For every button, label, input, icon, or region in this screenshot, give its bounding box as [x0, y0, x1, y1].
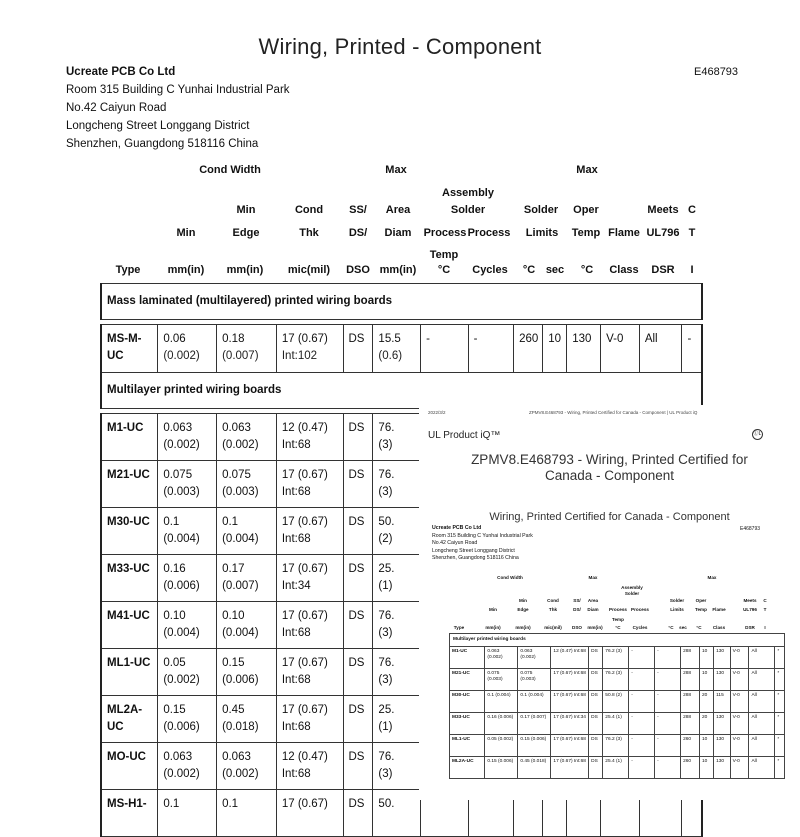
header-dso: DSO — [346, 264, 370, 276]
inset-header: Diam — [587, 607, 599, 612]
cell-edge: 0.1 — [217, 790, 277, 837]
inset-cell-p2: - — [655, 669, 681, 691]
inset-cell-min: 0.1 (0.004) — [485, 691, 518, 713]
inset-header: T — [763, 607, 767, 612]
inset-cell-edge: 0.1 (0.004) — [518, 691, 551, 713]
header-min: Min — [176, 227, 196, 239]
inset-cell-flame: V-0 — [730, 669, 749, 691]
cell-cycles: - — [468, 325, 513, 373]
inset-header: Solder — [624, 591, 640, 596]
inset-header: DSR — [745, 625, 755, 630]
header-type: Type — [115, 264, 141, 276]
cell-diam: 76. (3) — [373, 649, 421, 696]
address-line: Longcheng Street Longgang District — [66, 120, 250, 132]
header-solder2: Solder — [523, 204, 559, 216]
inset-table-row — [450, 691, 785, 713]
inset-header: °C — [668, 625, 674, 630]
inset-table — [449, 633, 785, 779]
inset-section-title: Multilayer printed wiring boards — [450, 634, 785, 647]
cell-i: - — [682, 325, 702, 373]
inset-cell-sec: 10 — [699, 757, 713, 779]
cell-type: M1-UC — [101, 414, 158, 461]
inset-header: Cond — [547, 598, 559, 603]
inset-cell-type: M30-UC — [450, 691, 485, 713]
cell-type: MO-UC — [101, 743, 158, 790]
header-cycles: Cycles — [472, 264, 508, 276]
inset-cell-diam: 76.2 (3) — [603, 647, 629, 669]
cell-min: 0.15 (0.006) — [158, 696, 217, 743]
header-flame: Flame — [608, 227, 640, 239]
inset-cell-p1: - — [629, 669, 655, 691]
cell-sec: 10 — [543, 325, 567, 373]
cell-temp: 130 — [567, 325, 601, 373]
cell-thk: 17 (0.67) Int:34 — [276, 555, 343, 602]
cell-type: M33-UC — [101, 555, 158, 602]
cell-diam: 25. (1) — [373, 555, 421, 602]
inset-cell-i: * — [775, 691, 785, 713]
header-process: Process — [423, 227, 467, 239]
cell-edge: 0.1 (0.004) — [217, 508, 277, 555]
header-temp: Temp — [571, 227, 601, 239]
inset-header: mm(in) — [485, 625, 501, 630]
header-t: T — [688, 227, 696, 239]
inset-header: Limits — [670, 607, 684, 612]
cell-thk: 17 (0.67) — [276, 790, 343, 837]
header-diam: Diam — [384, 227, 412, 239]
cell-ss: DS — [343, 743, 373, 790]
inset-cell-p2: - — [655, 757, 681, 779]
cell-ss: DS — [343, 508, 373, 555]
inset-header: DS/ — [573, 607, 581, 612]
inset-cell-i: * — [775, 647, 785, 669]
cell-min: 0.075 (0.003) — [158, 461, 217, 508]
inset-cell-edge: 0.45 (0.018) — [518, 757, 551, 779]
header-ss: SS/ — [349, 204, 367, 216]
header-max: Max — [576, 164, 598, 176]
inset-cell-temp: 130 — [714, 735, 731, 757]
address-line: Shenzhen, Guangdong 518116 China — [66, 138, 259, 150]
inset-header: °C — [615, 625, 621, 630]
inset-cell-thk: 17 (0.67) Int:68 — [551, 757, 589, 779]
inset-cell-thk: 12 (0.47) Int:68 — [551, 647, 589, 669]
inset-cell-ss: DS — [589, 691, 603, 713]
cell-min: 0.1 (0.004) — [158, 508, 217, 555]
inset-sub-title: Wiring, Printed Certified for Canada - Component — [489, 511, 730, 523]
inset-header: Temp — [695, 607, 707, 612]
inset-header: UL796 — [743, 607, 757, 612]
cell-diam: 76. (3) — [373, 602, 421, 649]
inset-cell-diam: 76.2 (3) — [603, 735, 629, 757]
inset-cell-lim: 288 — [681, 669, 700, 691]
inset-header: Assembly — [621, 585, 643, 590]
inset-header: sec — [679, 625, 687, 630]
inset-cell-type: M21-UC — [450, 669, 485, 691]
cell-type: MS-H1- — [101, 790, 158, 837]
cell-thk: 17 (0.67) Int:102 — [276, 325, 343, 373]
inset-header: °C — [696, 625, 702, 630]
inset-company: Ucreate PCB Co Ltd Room 315 Building C Yunhai Industrial Park No.42 Caiyun Road Longcheng Street Longgang District Shenzhen, Guangdong 518116 China — [432, 525, 533, 561]
inset-header: mm(in) — [587, 625, 603, 630]
inset-cell-type: M33-UC — [450, 713, 485, 735]
inset-cell-ss: DS — [589, 647, 603, 669]
inset-heading: ZPMV8.E468793 - Wiring, Printed Certified for Canada - Component — [471, 452, 748, 483]
file-number: E468793 — [694, 66, 739, 78]
header-solder: Solder — [450, 204, 486, 216]
inset-cell-ss: DS — [589, 713, 603, 735]
inset-cell-p2: - — [655, 713, 681, 735]
inset-cell-p2: - — [655, 691, 681, 713]
header-max: Max — [385, 164, 407, 176]
inset-cell-type: ML2A-UC — [450, 757, 485, 779]
inset-cell-p1: - — [629, 647, 655, 669]
header-sec: sec — [545, 264, 565, 276]
inset-cell-edge: 0.075 (0.003) — [518, 669, 551, 691]
cell-ss: DS — [343, 696, 373, 743]
inset-cell-ss: DS — [589, 757, 603, 779]
inset-file-number: E468793 — [740, 526, 761, 532]
inset-cell-diam: 50.8 (2) — [603, 691, 629, 713]
cell-min: 0.10 (0.004) — [158, 602, 217, 649]
cell-ss: DS — [343, 649, 373, 696]
ul-logo-icon: ⓊL — [752, 429, 763, 440]
address-line: No.42 Caiyun Road — [66, 102, 167, 114]
inset-header: mm(in) — [515, 625, 531, 630]
inset-header: Oper — [695, 598, 707, 603]
inset-cell-type: ML1-UC — [450, 735, 485, 757]
inset-cell-temp: 130 — [714, 647, 731, 669]
header-assembly: Assembly — [442, 187, 494, 199]
inset-cell-flame: V-0 — [730, 735, 749, 757]
inset-header: Type — [453, 625, 465, 630]
cell-type: M41-UC — [101, 602, 158, 649]
inset-cell-thk: 17 (0.67) Int:68 — [551, 691, 589, 713]
inset-header: Max — [707, 575, 717, 580]
inset-cell-i: * — [775, 757, 785, 779]
inset-header: Process — [609, 607, 627, 612]
inset-cell-thk: 17 (0.67) Int:34 — [551, 713, 589, 735]
header-ul796: UL796 — [646, 227, 680, 239]
cell-ss: DS — [343, 602, 373, 649]
inset-header: Solder — [669, 598, 685, 603]
inset-cell-sec: 20 — [699, 691, 713, 713]
inset-table-row — [450, 713, 785, 735]
inset-cell-sec: 20 — [699, 713, 713, 735]
inset-cell-flame: V-0 — [730, 713, 749, 735]
cell-type: MS-M-UC — [101, 325, 158, 373]
inset-cell-lim: 260 — [681, 757, 700, 779]
section-title: Mass laminated (multilayered) printed wiring boards — [101, 284, 702, 320]
cell-edge: 0.063 (0.002) — [217, 414, 277, 461]
header-cond-width: Cond Width — [199, 164, 261, 176]
header-c: C — [688, 204, 696, 216]
inset-table-row — [450, 647, 785, 669]
cell-limits: 260 — [514, 325, 543, 373]
cell-ss: DS — [343, 414, 373, 461]
inset-header: Min — [519, 598, 527, 603]
inset-header: Thk — [548, 607, 558, 612]
inset-header: Process — [631, 607, 649, 612]
cell-min: 0.06 (0.002) — [158, 325, 217, 373]
inset-cell-temp: 130 — [714, 669, 731, 691]
inset-cell-diam: 25.4 (1) — [603, 713, 629, 735]
inset-cell-p2: - — [655, 735, 681, 757]
cell-thk: 17 (0.67) Int:68 — [276, 602, 343, 649]
inset-cell-min: 0.16 (0.006) — [485, 713, 518, 735]
cell-thk: 17 (0.67) Int:68 — [276, 696, 343, 743]
inset-header: Flame — [712, 607, 726, 612]
header-edge: Edge — [232, 227, 260, 239]
inset-header: Temp — [612, 617, 624, 622]
header-deg-c: °C — [522, 264, 536, 276]
cell-edge: 0.45 (0.018) — [217, 696, 277, 743]
header-i: I — [690, 264, 694, 276]
inset-cell-sec: 10 — [699, 669, 713, 691]
inset-header: Cycles — [632, 625, 648, 630]
page-title: Wiring, Printed - Component — [258, 34, 542, 59]
inset-cell-dsr: All — [749, 691, 775, 713]
inset-cell-min: 0.075 (0.003) — [485, 669, 518, 691]
section-title: Multilayer printed wiring boards — [101, 373, 702, 409]
cell-ss: DS — [343, 461, 373, 508]
inset-cell-min: 0.063 (0.002) — [485, 647, 518, 669]
cell-thk: 17 (0.67) Int:68 — [276, 649, 343, 696]
inset-cell-lim: 288 — [681, 691, 700, 713]
cell-ss: DS — [343, 325, 373, 373]
header-limits: Limits — [525, 227, 559, 239]
inset-header: SS/ — [573, 598, 581, 603]
cell-thk: 12 (0.47) Int:68 — [276, 743, 343, 790]
cell-process: - — [421, 325, 468, 373]
cell-edge: 0.18 (0.007) — [217, 325, 277, 373]
inset-header: C — [763, 598, 767, 603]
inset-cell-i: * — [775, 713, 785, 735]
inset-header: I — [764, 625, 766, 630]
header-min: Min — [236, 204, 256, 216]
inset-cell-ss: DS — [589, 669, 603, 691]
inset-cell-thk: 17 (0.67) Int:68 — [551, 669, 589, 691]
header-unit: mic(mil) — [287, 264, 331, 276]
cell-min: 0.063 (0.002) — [158, 414, 217, 461]
inset-table-row — [450, 669, 785, 691]
cell-diam: 25. (1) — [373, 696, 421, 743]
inset-cell-type: M1-UC — [450, 647, 485, 669]
inset-brand: UL Product iQ™ — [428, 430, 501, 441]
cell-min: 0.16 (0.006) — [158, 555, 217, 602]
cell-type: M21-UC — [101, 461, 158, 508]
cell-ss: DS — [343, 790, 373, 837]
inset-header: Cond Width — [497, 575, 523, 580]
header-deg-c: °C — [580, 264, 594, 276]
inset-page — [419, 405, 800, 800]
inset-cell-dsr: All — [749, 647, 775, 669]
header-ds: DS/ — [348, 227, 368, 239]
inset-header: DSO — [572, 625, 582, 630]
inset-cell-dsr: All — [749, 735, 775, 757]
inset-cell-min: 0.05 (0.002) — [485, 735, 518, 757]
company-block — [66, 63, 290, 153]
inset-cell-flame: V-0 — [730, 757, 749, 779]
header-dsr: DSR — [651, 264, 675, 276]
inset-cell-p1: - — [629, 691, 655, 713]
cell-edge: 0.17 (0.007) — [217, 555, 277, 602]
header-class: Class — [609, 264, 639, 276]
inset-cell-diam: 25.4 (1) — [603, 757, 629, 779]
inset-cell-sec: 10 — [699, 735, 713, 757]
inset-date: 2022/3/2 — [428, 410, 446, 415]
table-row — [101, 325, 702, 373]
header-thk: Thk — [299, 227, 319, 239]
inset-cell-flame: V-0 — [730, 691, 749, 713]
header-area: Area — [385, 204, 411, 216]
company-name: Ucreate PCB Co Ltd — [66, 66, 176, 78]
inset-cell-p1: - — [629, 713, 655, 735]
inset-header: Meets — [743, 598, 757, 603]
inset-cell-sec: 10 — [699, 647, 713, 669]
cell-diam: 76. (3) — [373, 461, 421, 508]
header-cond: Cond — [294, 204, 324, 216]
inset-cell-edge: 0.17 (0.007) — [518, 713, 551, 735]
address-line: Room 315 Building C Yunhai Industrial Park — [66, 84, 290, 96]
inset-cell-temp: 130 — [714, 757, 731, 779]
inset-cell-edge: 0.15 (0.006) — [518, 735, 551, 757]
inset-cell-lim: 260 — [681, 735, 700, 757]
inset-page-title: ZPMV8.E468793 - Wiring, Printed Certified for Canada - Component | UL Product iQ — [529, 410, 698, 415]
cell-thk: 17 (0.67) Int:68 — [276, 461, 343, 508]
inset-header: Edge — [517, 607, 529, 612]
inset-header: Min — [489, 607, 497, 612]
header-temp: Temp — [429, 249, 459, 261]
inset-cell-thk: 17 (0.67) Int:68 — [551, 735, 589, 757]
inset-cell-lim: 288 — [681, 713, 700, 735]
cell-edge: 0.10 (0.004) — [217, 602, 277, 649]
inset-cell-i: * — [775, 669, 785, 691]
cell-diam: 15.5 (0.6) — [373, 325, 421, 373]
cell-edge: 0.063 (0.002) — [217, 743, 277, 790]
inset-cell-lim: 288 — [681, 647, 700, 669]
inset-cell-flame: V-0 — [730, 647, 749, 669]
inset-cell-temp: 115 — [714, 691, 731, 713]
header-oper: Oper — [573, 204, 599, 216]
inset-cell-dsr: All — [749, 669, 775, 691]
inset-cell-p1: - — [629, 757, 655, 779]
cell-diam: 76. (3) — [373, 414, 421, 461]
cell-min: 0.063 (0.002) — [158, 743, 217, 790]
cell-type: ML2A-UC — [101, 696, 158, 743]
header-meets: Meets — [647, 204, 679, 216]
inset-cell-i: * — [775, 735, 785, 757]
cell-edge: 0.15 (0.006) — [217, 649, 277, 696]
inset-cell-dsr: All — [749, 713, 775, 735]
inset-cell-diam: 76.2 (3) — [603, 669, 629, 691]
header-unit: mm(in) — [167, 264, 205, 276]
inset-cell-min: 0.15 (0.006) — [485, 757, 518, 779]
inset-cell-edge: 0.063 (0.002) — [518, 647, 551, 669]
header-unit: mm(in) — [226, 264, 264, 276]
inset-cell-p2: - — [655, 647, 681, 669]
inset-header: Area — [587, 598, 599, 603]
cell-flame: V-0 — [601, 325, 640, 373]
cell-ss: DS — [343, 555, 373, 602]
inset-cell-temp: 130 — [714, 713, 731, 735]
header-process: Process — [467, 227, 511, 239]
cell-edge: 0.075 (0.003) — [217, 461, 277, 508]
header-unit: mm(in) — [379, 264, 417, 276]
inset-cell-p1: - — [629, 735, 655, 757]
cell-type: M30-UC — [101, 508, 158, 555]
inset-cell-dsr: All — [749, 757, 775, 779]
inset-cell-ss: DS — [589, 735, 603, 757]
cell-diam: 50. (2) — [373, 508, 421, 555]
inset-header: mic(mil) — [544, 625, 562, 630]
cell-diam: 50. — [373, 790, 421, 837]
inset-header: Class — [712, 625, 726, 630]
inset-table-row — [450, 757, 785, 779]
header-deg-c: °C — [437, 264, 451, 276]
inset-header: Max — [588, 575, 598, 580]
inset-table-row — [450, 735, 785, 757]
cell-dsr: All — [639, 325, 682, 373]
cell-type: ML1-UC — [101, 649, 158, 696]
cell-thk: 17 (0.67) Int:68 — [276, 508, 343, 555]
cell-min: 0.1 — [158, 790, 217, 837]
cell-diam: 76. (3) — [373, 743, 421, 790]
cell-thk: 12 (0.47) Int:68 — [276, 414, 343, 461]
cell-min: 0.05 (0.002) — [158, 649, 217, 696]
